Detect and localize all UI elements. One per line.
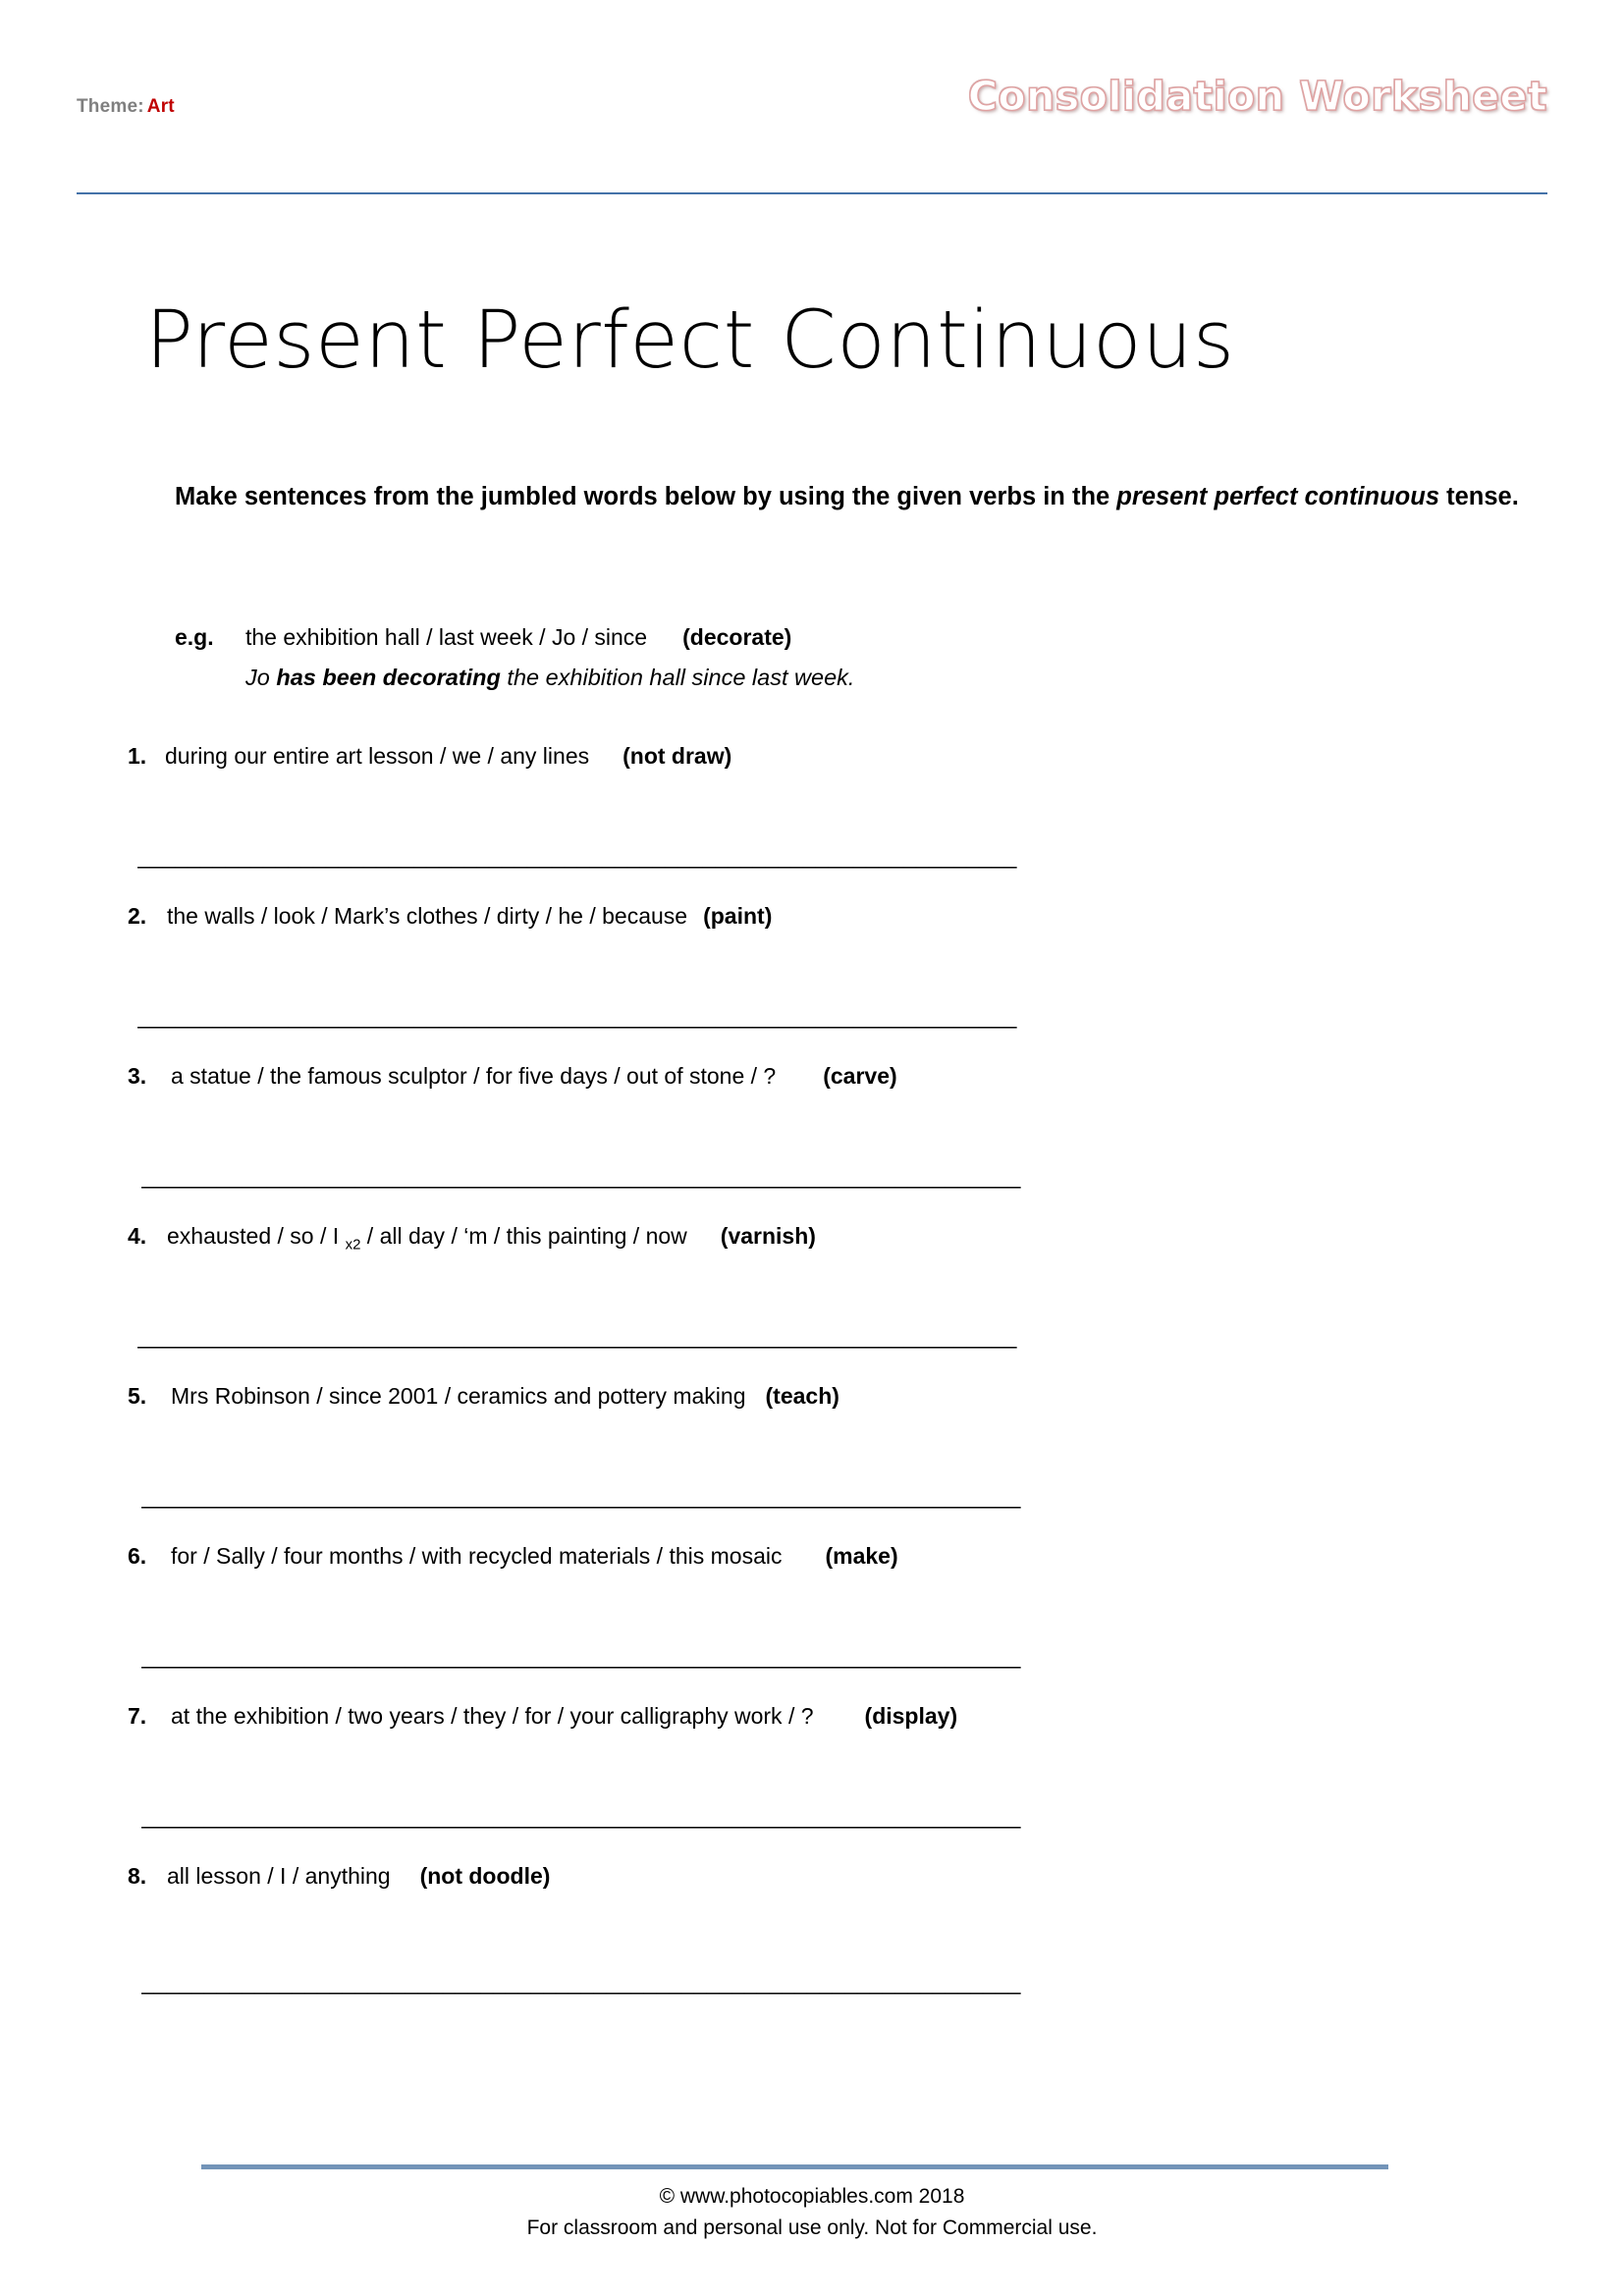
answer-line[interactable]: ______________________________________________________________________ [137, 1003, 1017, 1029]
page-footer [0, 2181, 1624, 2243]
question-verb: (not doodle) [419, 1863, 551, 1889]
question-number: 5. [128, 1383, 147, 1409]
page-header [77, 73, 1547, 165]
question-verb: (varnish) [720, 1223, 816, 1249]
question-item [128, 1223, 1502, 1383]
theme-value: Art [146, 96, 175, 117]
answer-line[interactable]: ______________________________________________________________________ [141, 1803, 1021, 1829]
answer-line[interactable]: ______________________________________________________________________ [141, 1643, 1021, 1669]
question-line [128, 903, 1502, 930]
answer-line[interactable]: ______________________________________________________________________ [141, 1163, 1021, 1189]
question-text: for / Sally / four months / with recycled materials / this mosaic [171, 1543, 783, 1569]
question-number: 3. [128, 1063, 147, 1089]
instructions-part2: tense. [1439, 483, 1519, 510]
theme-line [77, 96, 175, 118]
question-verb: (carve) [823, 1063, 897, 1089]
instructions [175, 478, 1549, 516]
question-line [128, 1223, 1502, 1254]
answer-line[interactable]: ______________________________________________________________________ [137, 843, 1017, 869]
page-title: Present Perfect Continuous [145, 294, 1235, 387]
question-item [128, 1543, 1502, 1703]
question-verb: (make) [825, 1543, 898, 1569]
example-answer-post: the exhibition hall since last week. [500, 664, 855, 690]
question-number: 1. [128, 743, 147, 769]
footer-copyright: © www.photocopiables.com 2018 [659, 2185, 965, 2208]
answer-line[interactable]: ______________________________________________________________________ [141, 1483, 1021, 1509]
question-line [128, 1703, 1502, 1730]
answer-line[interactable]: ______________________________________________________________________ [141, 1969, 1021, 1995]
example-answer [245, 660, 1549, 695]
example-block [175, 620, 1549, 695]
question-number: 4. [128, 1223, 147, 1249]
question-text: all lesson / I / anything [167, 1863, 391, 1889]
question-item [128, 1703, 1502, 1863]
question-text: at the exhibition / two years / they / for / your calligraphy work / ? [171, 1703, 814, 1729]
question-text: exhausted / so / I $_{x2}$ / all day / ‘m / this painting / now [167, 1223, 687, 1254]
question-line [128, 1063, 1502, 1090]
question-line [128, 1543, 1502, 1570]
example-answer-pre: Jo [245, 664, 277, 690]
instructions-part1: Make sentences from the jumbled words below by using the given verbs in the [175, 483, 1117, 510]
question-item [128, 1063, 1502, 1223]
question-verb: (not draw) [623, 743, 732, 769]
question-verb: (display) [864, 1703, 958, 1729]
question-number: 7. [128, 1703, 147, 1729]
question-item [128, 743, 1502, 903]
question-text: Mrs Robinson / since 2001 / ceramics and pottery making [171, 1383, 746, 1409]
example-verb: (decorate) [682, 624, 792, 650]
question-text: the walls / look / Mark’s clothes / dirty / he / because [167, 903, 688, 929]
question-text: during our entire art lesson / we / any lines [165, 743, 590, 769]
answer-line[interactable]: ______________________________________________________________________ [137, 1323, 1017, 1349]
footer-divider [201, 2164, 1388, 2169]
example-label: e.g. [175, 624, 214, 650]
header-divider [77, 192, 1547, 194]
theme-label: Theme: [77, 96, 144, 117]
question-verb: (paint) [703, 903, 773, 929]
footer-usage-note: For classroom and personal use only. Not for Commercial use. [526, 2216, 1098, 2239]
instructions-emphasis: present perfect continuous [1116, 483, 1440, 510]
question-line [128, 1383, 1502, 1410]
example-prompt-row [175, 620, 1549, 656]
question-text: a statue / the famous sculptor / for five days / out of stone / ? [171, 1063, 777, 1089]
example-answer-bold: has been decorating [276, 664, 501, 690]
worksheet-type-title: Consolidation Worksheet [967, 73, 1547, 120]
question-list [128, 743, 1502, 2023]
question-line [128, 1863, 1502, 1890]
question-item [128, 1863, 1502, 2023]
question-number: 6. [128, 1543, 147, 1569]
question-number: 8. [128, 1863, 147, 1889]
question-number: 2. [128, 903, 147, 929]
question-line [128, 743, 1502, 770]
example-prompt: the exhibition hall / last week / Jo / since [245, 624, 648, 650]
question-verb: (teach) [765, 1383, 839, 1409]
question-item [128, 1383, 1502, 1543]
question-item [128, 903, 1502, 1063]
